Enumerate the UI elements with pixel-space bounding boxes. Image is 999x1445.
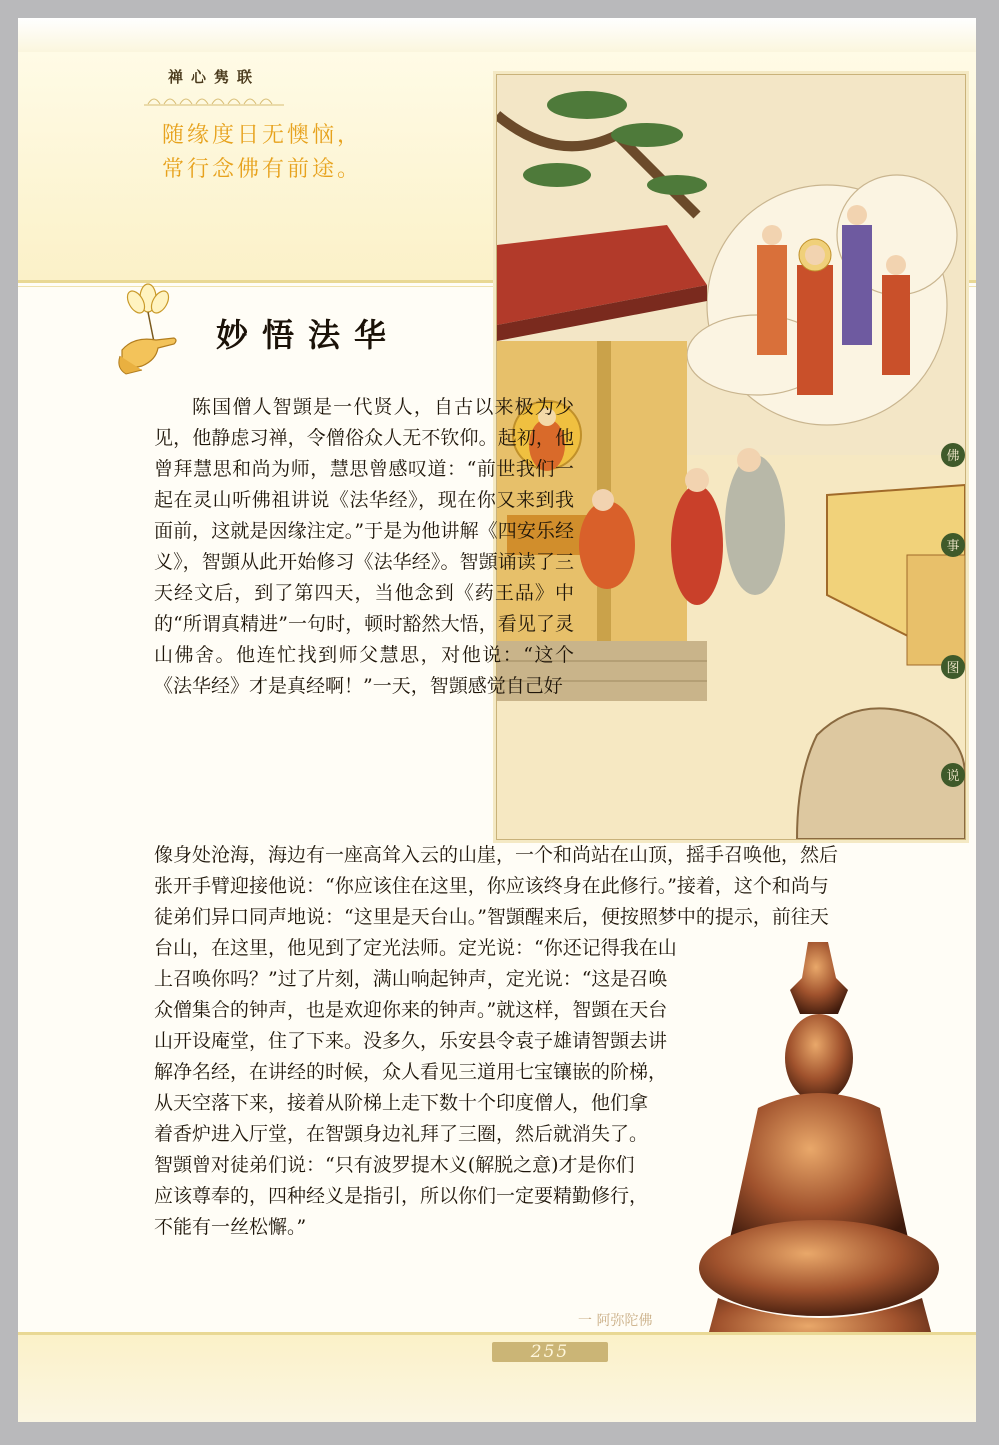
painting-label-1: 佛 [946, 449, 960, 464]
page-top-margin [18, 18, 976, 52]
couplet-line-1: 随缘度日无懊恼， [162, 123, 363, 148]
lotus-hand-emblem [112, 280, 184, 376]
book-page [18, 18, 976, 1422]
hand-icon [119, 338, 176, 374]
couplet-line-2: 常行念佛有前途。 [162, 157, 363, 182]
statue-caption: 一 阿弥陀佛 [578, 1313, 653, 1329]
article-paragraph-part1: 陈国僧人智顗是一代贤人，自古以来极为少见，他静虑习禅，令僧俗众人无不钦仰。起初，他曾拜慧思和尚为师，慧思曾感叹道：“前世我们一起在灵山听佛祖讲说《法华经》，现在你又来到我面前，这就是因缘注定。”于是为他讲解《四安乐经义》，智顗从此开始修习《法华经》。智顗诵读了三天经文后，到了第四天，当他念到《药王品》中的“所谓真精进”一句时，顿时豁然大悟，看见了灵山佛舍。他连忙找到师父慧思，对他说：“这个《法华经》才是真经啊！”一天，智顗感觉自己好 [154, 396, 574, 697]
painting-label-2: 事 [946, 539, 960, 554]
painting-label-4: 说 [946, 769, 960, 784]
article-title: 妙悟法华 [216, 316, 401, 354]
lotus-ornament-row [144, 94, 284, 106]
page-number: 255 [530, 1342, 570, 1362]
lotus-flower-icon [124, 284, 172, 342]
section-label: 禅心隽联 [168, 68, 261, 86]
article-paragraph-part2: 像身处沧海，海边有一座高耸入云的山崖，一个和尚站在山顶，摇手召唤他，然后 张开手臂迎接他说：“你应该住在这里，你应该终身在此修行。”接着，这个和尚与 徒弟们异口同声地说：“这里是天台山。”智顗醒来后，便按照梦中的提示，前往天 台山，在这里，他见到了定光法师。定光说：“你还记得我在山 上召唤你吗？”过了片刻，满山响起钟声，定光说：“这是召唤 众僧集合的钟声，也是欢迎你来的钟声。”就这样，智顗在天台 山开设庵堂，住了下来。没多久，乐安县令袁子雄请智顗去讲 解净名经，在讲经的时候，众人看见三道用七宝镶嵌的阶梯， 从天空落下来，接着从阶梯上走下数十个印度僧人，他们拿 着香炉进入厅堂，在智顗身边礼拜了三圈，然后就消失了。 智顗曾对徒弟们说：“只有波罗提木义(解脱之意)才是你们 应该尊奉的，四种经义是指引，所以你们一定要精勤修行， 不能有一丝松懈。” [154, 844, 839, 1238]
painting-label-3: 图 [946, 661, 960, 676]
